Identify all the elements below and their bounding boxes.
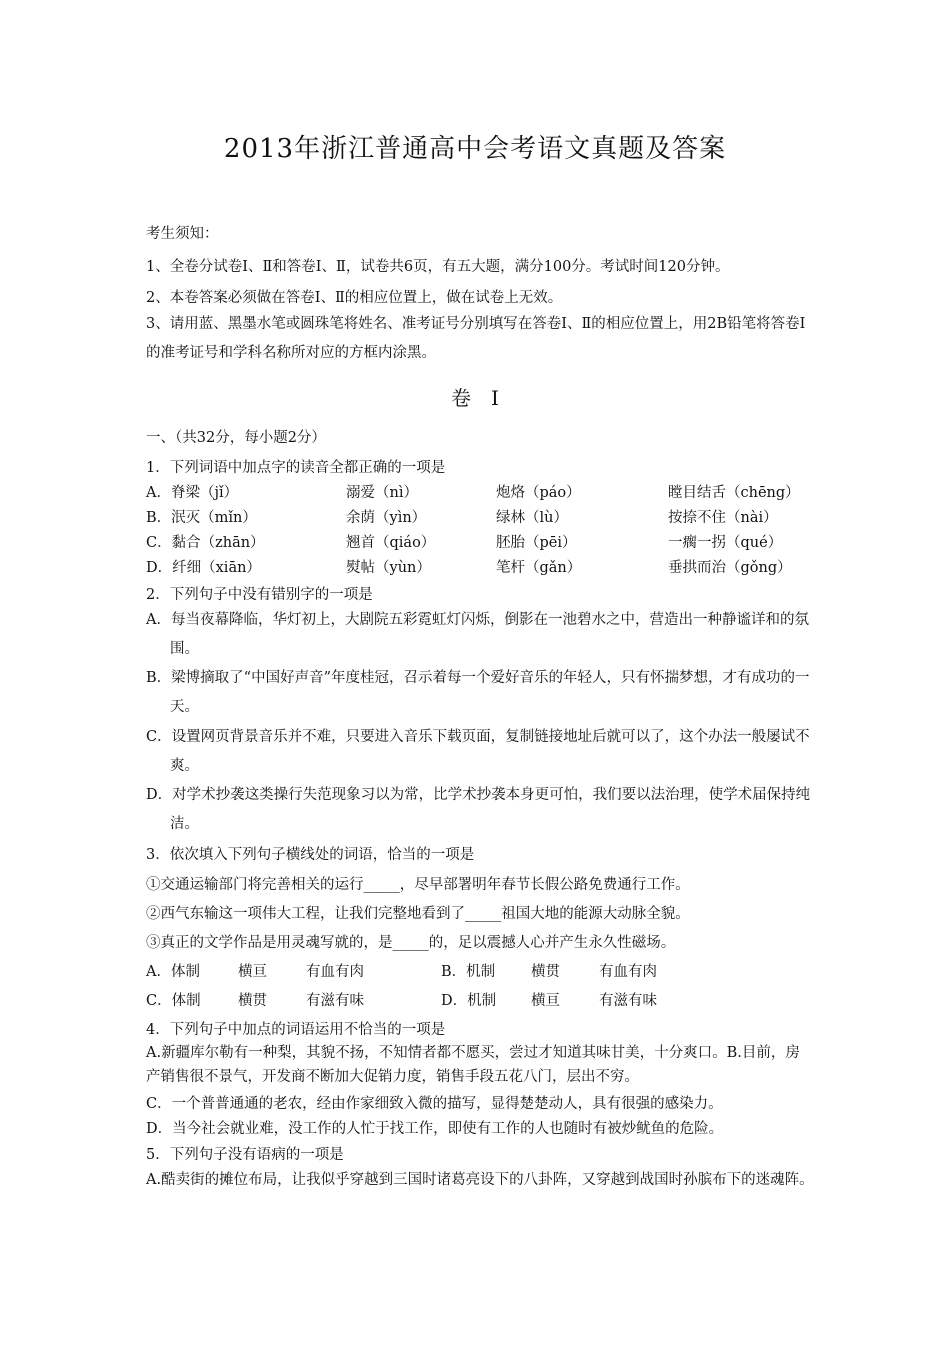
document-title: 2013年浙江普通高中会考语文真题及答案 — [223, 134, 727, 164]
option-cell: 笔杆（gǎn） — [496, 560, 582, 576]
question-1-stem: 1．下列词语中加点字的读音全都正确的一项是 — [146, 460, 446, 476]
option-cell: 翘首（qiáo） — [346, 535, 436, 551]
question-4-stem: 4．下列句子中加点的词语运用不恰当的一项是 — [146, 1022, 446, 1038]
option-cell: 有滋有味 — [599, 993, 657, 1009]
option-cell: 炮烙（páo） — [496, 485, 581, 501]
notice-item-1: 1、全卷分试卷Ⅰ、Ⅱ和答卷Ⅰ、Ⅱ，试卷共6页，有五大题，满分100分。考试时间120分钟。 — [146, 259, 730, 275]
question-3-options-ab — [146, 960, 811, 984]
option-cell: 有血有肉 — [599, 964, 657, 980]
section-juan-heading: 卷 Ⅰ — [451, 386, 499, 410]
question-2-option-d: D．对学术抄袭这类操行失范现象习以为常，比学术抄袭本身更可怕，我们要以法治理，使学术届保持纯洁。 — [146, 787, 811, 832]
option-cell: 横贯 — [238, 993, 267, 1009]
question-3-sentence-2: ②西气东输这一项伟大工程，让我们完整地看到了_____祖国大地的能源大动脉全貌。 — [146, 906, 690, 922]
option-cell: 横贯 — [531, 964, 560, 980]
question-5-stem: 5．下列句子没有语病的一项是 — [146, 1147, 344, 1163]
option-cell: 余荫（yìn） — [346, 510, 427, 526]
option-cell: 垂拱而治（gǒng） — [668, 560, 792, 576]
option-cell: B．机制 — [441, 964, 496, 980]
option-cell: B．泯灭（mǐn） — [146, 510, 257, 526]
question-3-sentence-3: ③真正的文学作品是用灵魂写就的，是_____的，足以震撼人心并产生永久性磁场。 — [146, 935, 676, 951]
question-1-row-a — [146, 481, 811, 505]
section-one-heading: 一、（共32分，每小题2分） — [146, 430, 326, 446]
question-2-option-b: B．梁博摘取了“中国好声音”年度桂冠，召示着每一个爱好音乐的年轻人，只有怀揣梦想，才有成功的一天。 — [146, 670, 810, 715]
option-cell: 按捺不住（nài） — [668, 510, 778, 526]
question-5-option-a: A.酷卖街的摊位布局，让我似乎穿越到三国时诸葛亮设下的八卦阵，又穿越到战国时孙膑布下的迷魂阵。 — [146, 1172, 814, 1188]
notice-heading: 考生须知： — [146, 226, 219, 242]
option-cell: 绿林（lù） — [496, 510, 568, 526]
question-4-option-c: C．一个普普通通的老农，经由作家细致入微的描写，显得楚楚动人，具有很强的感染力。 — [146, 1096, 723, 1112]
question-2-stem: 2．下列句子中没有错别字的一项是 — [146, 587, 373, 603]
option-cell: 有血有肉 — [306, 964, 364, 980]
notice-item-2: 2、本卷答案必须做在答卷Ⅰ、Ⅱ的相应位置上，做在试卷上无效。 — [146, 290, 563, 306]
option-cell: 溺爱（nì） — [346, 485, 418, 501]
question-4-option-ab: A.新疆库尔勒有一种梨，其貌不扬，不知情者都不愿买，尝过才知道其味甘美，十分爽口。B.目前，房产销售很不景气，开发商不断加大促销力度，销售手段五花八门，层出不穷。 — [146, 1045, 800, 1085]
option-cell: A．脊梁（jǐ） — [146, 485, 239, 501]
option-cell: A．体制 — [146, 964, 200, 980]
option-cell: 胚胎（pēi） — [496, 535, 577, 551]
question-1-row-b — [146, 506, 811, 530]
option-cell: 一瘸一拐（qué） — [668, 535, 783, 551]
notice-item-3: 3、请用蓝、黑墨水笔或圆珠笔将姓名、准考证号分别填写在答卷Ⅰ、Ⅱ的相应位置上，用2B铅笔将答卷Ⅰ的准考证号和学科名称所对应的方框内涂黑。 — [146, 316, 806, 361]
option-cell: C．体制 — [146, 993, 201, 1009]
question-4-option-d: D．当今社会就业难，没工作的人忙于找工作，即使有工作的人也随时有被炒鱿鱼的危险。 — [146, 1121, 724, 1137]
question-1-row-d — [146, 556, 811, 580]
option-cell: D．纤细（xiān） — [146, 560, 261, 576]
question-1-row-c — [146, 531, 811, 555]
option-cell: 横亘 — [531, 993, 560, 1009]
question-3-stem: 3．依次填入下列句子横线处的词语，恰当的一项是 — [146, 847, 475, 863]
question-2-option-a: A．每当夜幕降临，华灯初上，大剧院五彩霓虹灯闪烁，倒影在一池碧水之中，营造出一种静谧详和的氛围。 — [146, 612, 809, 657]
option-cell: 熨帖（yùn） — [346, 560, 431, 576]
option-cell: 瞠目结舌（chēng） — [668, 485, 800, 501]
question-2-option-c: C．设置网页背景音乐并不难，只要进入音乐下载页面，复制链接地址后就可以了，这个办法一般屡试不爽。 — [146, 729, 810, 774]
option-cell: C．黏合（zhān） — [146, 535, 265, 551]
question-3-sentence-1: ①交通运输部门将完善相关的运行_____，尽早部署明年春节长假公路免费通行工作。 — [146, 877, 690, 893]
question-3-options-cd — [146, 989, 811, 1013]
option-cell: D．机制 — [441, 993, 497, 1009]
option-cell: 横亘 — [238, 964, 267, 980]
option-cell: 有滋有味 — [306, 993, 364, 1009]
